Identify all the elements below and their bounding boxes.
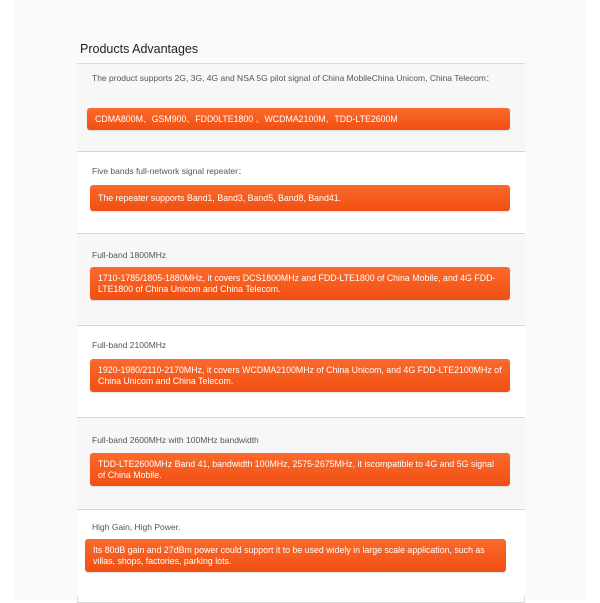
section-highlight-bar: 1710-1785/1805-1880MHz, it covers DCS1800MHz and FDD-LTE1800 of China Mobile, and 4G FDD-LTE1800 of China Unicom and China Telecom. bbox=[90, 267, 510, 300]
advantage-section-multi-network bbox=[77, 64, 525, 152]
advantage-section-five-bands bbox=[77, 152, 525, 234]
advantage-section-high-gain bbox=[77, 510, 525, 596]
page-title: Products Advantages bbox=[80, 42, 199, 56]
advantage-section-2100mhz bbox=[77, 326, 525, 418]
section-highlight-bar: The repeater supports Band1, Band3, Band5, Band8, Band41. bbox=[90, 185, 510, 211]
section-highlight-bar: 1920-1980/2110-2170MHz, it covers WCDMA2100MHz of China Unicom, and 4G FDD-LTE2100MHz of China Unicom and China Telecom. bbox=[90, 359, 510, 392]
section-title: High Gain, High Power. bbox=[92, 522, 181, 532]
section-title: The product supports 2G, 3G, 4G and NSA 5G pilot signal of China MobileChina Unicom, China Telecom： bbox=[92, 73, 495, 83]
section-highlight-bar: CDMA800M、GSM900、FDD0LTE1800 、WCDMA2100M、TDD-LTE2600M bbox=[87, 108, 510, 130]
section-title: Full-band 1800MHz bbox=[92, 250, 167, 260]
section-title: Full-band 2600MHz with 100MHz bandwidth bbox=[92, 435, 259, 445]
section-highlight-bar: TDD-LTE2600MHz Band 41, bandwidth 100MHz, 2575-2675MHz, it iscompatible to 4G and 5G signal of China Mobile. bbox=[90, 453, 510, 486]
section-title: Five bands full-network signal repeater： bbox=[92, 166, 247, 176]
advantage-section-1800mhz bbox=[77, 234, 525, 326]
advantage-section-2600mhz bbox=[77, 418, 525, 510]
section-highlight-bar: Its 80dB gain and 27dBm power could support it to be used widely in large scale application, such as villas, shops, factories, parking lots. bbox=[85, 539, 506, 572]
section-title: Full-band 2100MHz bbox=[92, 340, 167, 350]
